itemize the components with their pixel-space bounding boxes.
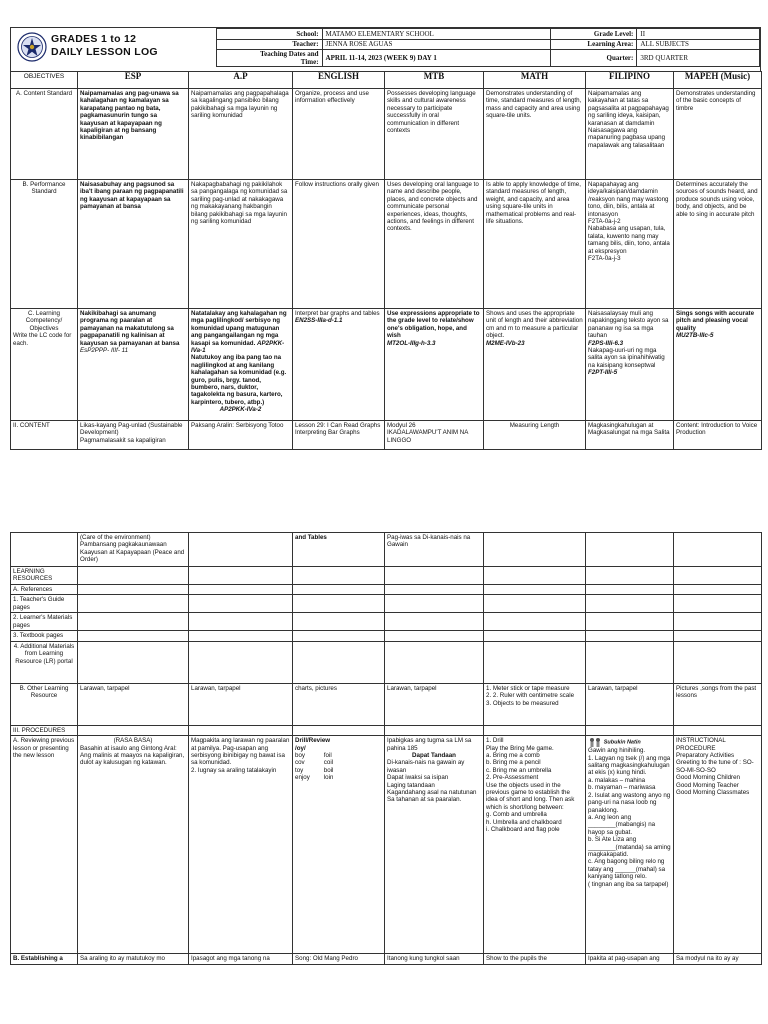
school-value: MATAMO ELEMENTARY SCHOOL (322, 29, 550, 40)
cell-mtb: Possesses developing language skills and cultural awareness necessary to participate successfully in oral communication in different contexts (385, 89, 484, 180)
row-label: A. References (11, 585, 78, 595)
kids-icon (588, 737, 602, 747)
cell-ap (189, 309, 293, 421)
cell-mtb: Itanong kung tungkol saan (385, 954, 484, 965)
cell-math: 1. Meter stick or tape measure 2. 2. Ruler with centimetre scale 3. Objects to be measured (484, 683, 586, 725)
dll-header (10, 27, 761, 71)
cell-esp: Likas-kayang Pag-unlad (Sustainable Development) Pagmamalasakit sa kapaligiran (78, 421, 189, 450)
row-label (11, 309, 78, 421)
teacher-label: Teacher: (217, 39, 323, 50)
ap-code-2: AP2PKK-IVa-2 (219, 406, 262, 414)
dll-table-page-1 (10, 71, 762, 450)
cell-math (484, 533, 586, 567)
learners-materials-row (11, 613, 762, 631)
establishing-row (11, 954, 762, 965)
cell-english: and Tables (293, 533, 385, 567)
mtb-poem: Di-kanais-nais na gawain ay iwasan Dapat iwaksi sa isipan Laging tatandaan Kagandahang asal na natutunan Sa tahanan at sa paaralan. (387, 759, 477, 804)
math-objective: Shows and uses the appropriate unit of length and their abbreviation cm and m to measure a particular object. (486, 310, 583, 340)
cell-mapeh (674, 533, 762, 567)
content-row (11, 421, 762, 450)
cell-math: Demonstrates understanding of time, standard measures of length, mass and capacity and area using square-tile units. (484, 89, 586, 180)
cell-mapeh: INSTRUCTIONAL PROCEDURE Preparatory Activities Greeting to the tune of : SO-SO-MI-SO-SO Good Morning Children Good Morning Teacher Good Morning Classmates (674, 736, 762, 954)
cell-mtb: Pag-iwas sa Di-kanais-nais na Gawain (385, 533, 484, 567)
title-line-1: GRADES 1 to 12 (51, 33, 137, 45)
cell-esp: Naisasabuhay ang pagsunod sa iba't ibang paraan ng pagpapanatili ng kaayusan at kapayapaan sa pamayanan at bansa (78, 180, 189, 309)
cell-ap: Paksang Aralin: Serbisyong Totoo (189, 421, 293, 450)
learning-resources-row (11, 567, 762, 585)
cell-filipino: Napapahayag ang ideya/kaisipan/damdamin /reaksyon nang may wastong tono, diin, bilis, antala at intonasyon F2TA-0a-j-2 Nababasa ang usapan, tula, talata, kuwento nang may tamang bilis, diin, tono, antala at ekspresyon F2TA-0a-j-3 (586, 180, 674, 309)
col-mtb: MTB (385, 72, 484, 89)
other-resources-row (11, 683, 762, 725)
word: loin (323, 774, 334, 782)
performance-standard-row (11, 180, 762, 309)
grade-label: Grade Level: (550, 29, 637, 40)
header-info-table (216, 28, 760, 67)
content-continued-row (11, 533, 762, 567)
page-one (10, 27, 761, 450)
column-header-row (11, 72, 762, 89)
col-esp: ESP (78, 72, 189, 89)
cell-mtb: Modyul 26 IKADALAWAMPU'T ANIM NA LINGGO (385, 421, 484, 450)
quarter-value: 3RD QUARTER (637, 50, 760, 67)
col-english: ENGLISH (293, 72, 385, 89)
word: toy (295, 766, 304, 774)
cell-mtb: Uses developing oral language to name and describe people, places, and concrete objects and communicate personal experiences, ideas, thoughts, actions, and feelings in different contexts. (385, 180, 484, 309)
ap-code-1: AP2PKK-IVa-1 (191, 339, 285, 355)
dll-table-page-2 (10, 532, 762, 965)
subukin-natin-label: Subukin Natin (603, 739, 641, 746)
cell-ap: Nakapagbabahagi ng pakikilahok sa pangangalaga ng komunidad sa sariling pag-unlad at nakakagawa ng makakayanang hakbangin bilang pakikibahagi sa mga layunin ng sariling komunidad (189, 180, 293, 309)
word: boil (323, 766, 334, 774)
cell-esp: Larawan, tarpapel (78, 683, 189, 725)
word: cov (295, 759, 305, 767)
cell-mtb: Larawan, tarpapel (385, 683, 484, 725)
quarter-label: Quarter: (550, 50, 637, 67)
cell-ap: Magpakita ang larawan ng paaralan at pamilya. Pag-usapan ang serbisyong ibinibigay ng bawat isa sa komunidad. 2. Iugnay sa araling tatalakayin (189, 736, 293, 954)
additional-materials-row (11, 641, 762, 683)
mapeh-objective: Sings songs with accurate pitch and pleasing vocal quality (676, 310, 755, 332)
ap-objective-2: Natutukoy ang iba pang tao na naglilingkod at ang kanilang kahalagahan sa komunidad (e.g. guro, pulis, brgy. tanod, bumbero, nars, duktor, tagakolekta ng basura, kartero, karpintero, tubero, atbp.) (191, 354, 287, 406)
cell-mapeh: Sa modyul na ito ay ay (674, 954, 762, 965)
row-label: III. PROCEDURES (11, 725, 78, 735)
row-label: LEARNING RESOURCES (11, 567, 78, 585)
esp-rasa-basa: (RASA BASA) (113, 737, 153, 745)
col-ap: A.P (189, 72, 293, 89)
english-word-pairs (295, 752, 333, 782)
cell-math (484, 309, 586, 421)
english-drill-sound: /oy/ (295, 744, 306, 752)
row-label: B. Establishing a (11, 954, 78, 965)
filipino-review-text: Gawin ang hinihiling. 1. Lagyan ng tsek (/) ang mga salitang magkasingkahulugan at ekis (x) kung hindi. a. malakas – mahina b. mayaman – mariwasa 2. Isulat ang wastong anyo ng pang-uri na nasa loob ng panaklong. a. Ang leon ang ________(mabangis) na hayop sa gubat. b. Si Ate Liza ang ________(matanda) sa aming magkakapatid. c. Ang bagong biling relo ng tatay ang ______(mahal) sa kaniyang tatlong relo. ( tingnan ang iba sa tarpapel) (588, 747, 671, 888)
cell-english (293, 309, 385, 421)
dates-label-line1: Teaching Dates and (260, 50, 319, 58)
area-value: ALL SUBJECTS (637, 39, 760, 50)
cell-ap: Naipamamalas ang pagpapahalaga sa kagalingang pansibiko bilang pakikibahagi sa mga layunin ng sariling komunidad (189, 89, 293, 180)
col-filipino: FILIPINO (586, 72, 674, 89)
cell-filipino: Ipakita at pag-usapan ang (586, 954, 674, 965)
row-label: B. Performance Standard (11, 180, 78, 309)
procedures-row (11, 725, 762, 735)
cell-mapeh: Pictures ,songs from the past lessons (674, 683, 762, 725)
competency-note: Write the LC code for each. (13, 332, 72, 347)
area-label: Learning Area: (550, 39, 637, 50)
math-code: M2ME-IVb-23 (486, 339, 525, 347)
cell-english: Song: Old Mang Pedro (293, 954, 385, 965)
col-objectives: OBJECTIVES (11, 72, 78, 89)
cell-mtb (385, 309, 484, 421)
english-code: EN2SS-IIIa-d-1.1 (295, 317, 343, 325)
dates-label-line2: Time: (300, 58, 319, 66)
word: coil (323, 759, 334, 767)
cell-esp: Sa araling ito ay matutukoy mo (78, 954, 189, 965)
school-label: School: (217, 29, 323, 40)
cell-filipino (586, 736, 674, 954)
filipino-objective: Naisasalaysay muli ang napakinggang teksto ayon sa pananaw ng isa sa mga tauhan (588, 310, 669, 340)
references-row (11, 585, 762, 595)
cell-english: charts, pictures (293, 683, 385, 725)
english-drill-title: Drill/Review (295, 737, 331, 745)
mtb-review-text: Ipabigkas ang tugma sa LM sa pahina 185 (387, 737, 472, 752)
word: boy (295, 752, 305, 760)
competency-label: C. Learning Competency/ Objectives (25, 310, 63, 332)
esp-review-text: Basahin at isaulo ang Gintong Aral: Ang malinis at maayos na kapaligiran, dulot ay kalusugan ng katawan. (80, 744, 185, 767)
title-line-2: DAILY LESSON LOG (51, 46, 158, 58)
row-label: 3. Textbook pages (11, 631, 78, 641)
cell-mapeh: Demonstrates understanding of the basic concepts of timbre (674, 89, 762, 180)
word: enjoy (295, 774, 310, 782)
esp-code: EsP2PPP- IIIf- 11 (80, 347, 129, 355)
page-title (51, 33, 158, 59)
cell-filipino: Larawan, tarpapel (586, 683, 674, 725)
content-standard-row (11, 89, 762, 180)
mapeh-code: MU2TB-IIIc-5 (676, 332, 714, 340)
dates-value: APRIL 11-14, 2023 (WEEK 9) DAY 1 (322, 50, 550, 67)
col-mapeh: MAPEH (Music) (674, 72, 762, 89)
row-label: 1. Teacher's Guide pages (11, 595, 78, 613)
cell-english: Lesson 29: I Can Read Graphs Interpreting Bar Graphs (293, 421, 385, 450)
textbook-row (11, 631, 762, 641)
cell-math: Measuring Length (484, 421, 586, 450)
row-label: 2. Learner's Materials pages (11, 613, 78, 631)
page-two (10, 532, 761, 965)
cell-mapeh: Determines accurately the sources of sounds heard, and produce sounds using voice, body, and objects, and be able to sing in accurate pitch (674, 180, 762, 309)
row-label: II. CONTENT (11, 421, 78, 450)
cell-math: Show to the pupils the (484, 954, 586, 965)
subukin-natin-banner (588, 737, 671, 747)
grade-value: II (637, 29, 760, 40)
row-label: A. Content Standard (11, 89, 78, 180)
mtb-code: MT2OL-IIIg-h-3.3 (387, 339, 436, 347)
filipino-objective-2: Nakapag-uuri-uri ng mga salita ayon sa ipinahihiwatig na kaisipang konseptwal (588, 347, 665, 369)
cell-math: 1. Drill Play the Bring Me game. a. Bring me a comb b. Bring me a pencil c. Bring me an umbrella 2. Pre-Assessment Use the objects used in the previous game to establish the idea of short and long. Then ask which is short/long between: g. Comb and umbrella h. Umbrella and chalkboard i. Chalkboard and flag pole (484, 736, 586, 954)
mtb-objective: Use expressions appropriate to the grade level to relate/show one's obligation, hope, and wish (387, 310, 480, 340)
row-label (11, 533, 78, 567)
row-label: A. Reviewing previous lesson or presenting the new lesson (11, 736, 78, 954)
cell-english: Organize, process and use information effectively (293, 89, 385, 180)
cell-english: Follow instructions orally given (293, 180, 385, 309)
cell-ap: Ipasagot ang mga tanong na (189, 954, 293, 965)
cell-filipino: Magkasingkahulugan at Magkasalungat na mga Salita (586, 421, 674, 450)
teachers-guide-row (11, 595, 762, 613)
cell-english (293, 736, 385, 954)
cell-esp (78, 309, 189, 421)
reviewing-row (11, 736, 762, 954)
row-label: 4. Additional Materials from Learning Resource (LR) portal (11, 641, 78, 683)
cell-mapeh (674, 309, 762, 421)
english-objective: Interpret bar graphs and tables (295, 310, 380, 317)
cell-ap (189, 533, 293, 567)
teacher-value: JENNA ROSE AGUAS (322, 39, 550, 50)
col-math: MATH (484, 72, 586, 89)
cell-filipino: Naipamamalas ang kakayahan at tatas sa pagsasalita at pagpapahayag ng sariling ideya, kaisipan, karanasan at damdamin Naisasagawa ang mapanuring pagbasa upang mapalawak ang talasalitaan (586, 89, 674, 180)
cell-filipino (586, 533, 674, 567)
cell-mtb (385, 736, 484, 954)
cell-mapeh: Content: Introduction to Voice Production (674, 421, 762, 450)
cell-esp: (Care of the environment) Pambansang pagkakaunawaan Kaayusan at Kapayapaan (Peace and Order) (78, 533, 189, 567)
cell-esp (78, 736, 189, 954)
ap-objective: Natatalakay ang kahalagahan ng mga paglilingkod/ serbisyo ng komunidad upang matugunan ang pangangailangan ng mga kasapi sa komunidad. (191, 310, 287, 347)
esp-objective: Nakikibahagi sa anumang programa ng paaralan at pamayanan na makatutulong sa pagpapanatili ng kalinisan at kaayusan sa pamayanan at bansa (80, 310, 180, 347)
cell-filipino (586, 309, 674, 421)
cell-esp: Naipamamalas ang pag-unawa sa kahalagahan ng kamalayan sa karapatang pantao ng bata, pagkamasunurin tungo sa kaayusan at kapayapaan ng kapaligiran at ng bansang kinabibilangan (78, 89, 189, 180)
filipino-code-1: F2PS-IIIi-6.3 (588, 339, 624, 347)
cell-ap: Larawan, tarpapel (189, 683, 293, 725)
competency-row (11, 309, 762, 421)
deped-seal-icon (17, 32, 47, 62)
dates-label (217, 50, 323, 67)
mtb-dapat-tandaan: Dapat Tandaan (412, 752, 456, 760)
cell-math: Is able to apply knowledge of time, standard measures of length, weight, and capacity, and area using square-tile units in mathematical problems and real-life situations. (484, 180, 586, 309)
word: foil (323, 752, 332, 760)
filipino-code-2: F2PT-IIIi-5 (588, 369, 618, 377)
row-label: B. Other Learning Resource (11, 683, 78, 725)
